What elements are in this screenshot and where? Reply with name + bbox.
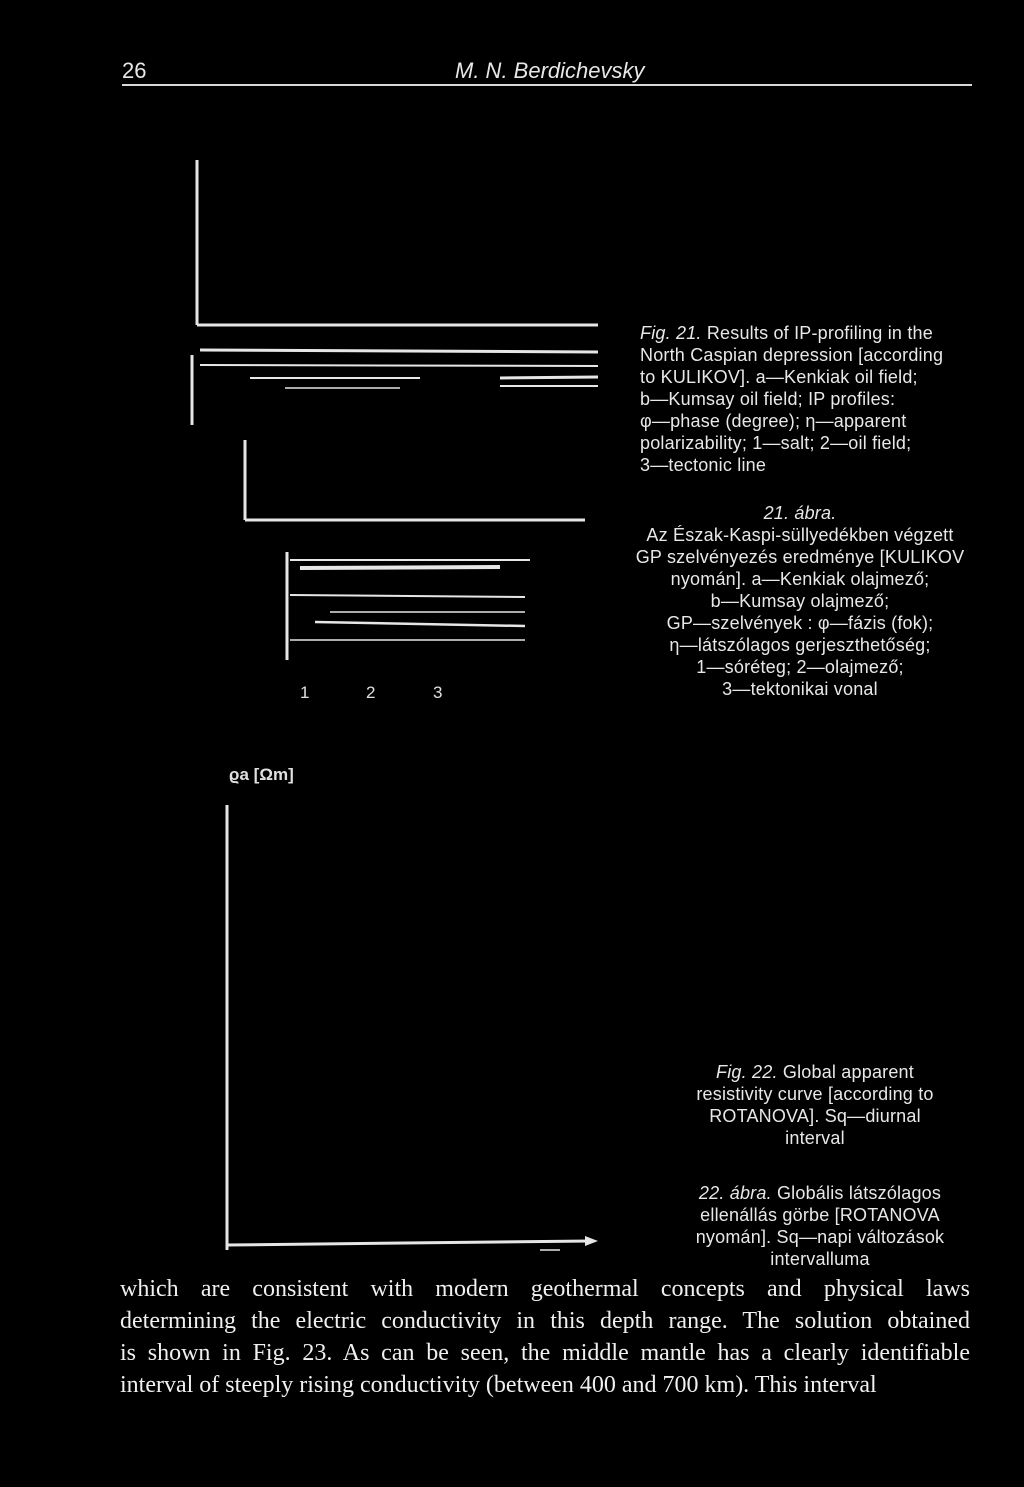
body-line: determining the electric conductivity in this depth range. The solution obtained (120, 1308, 970, 1334)
caption-line: nyomán]. Sq—napi változások (695, 1227, 945, 1247)
page-number: 26 (122, 58, 147, 83)
fig22-x-axis (227, 1241, 590, 1245)
body-line: is shown in Fig. 23. As can be seen, the middle mantle has a clearly identifiable (120, 1340, 970, 1366)
caption-line: interval (785, 1128, 845, 1148)
fig22-caption-en-prefix: Fig. 22. (716, 1062, 778, 1082)
caption-line: GP szelvényezés eredménye [KULIKOV (635, 547, 965, 567)
caption-line: 3—tektonikai vonal (722, 679, 878, 699)
caption-line: η—látszólagos gerjeszthetőség; (669, 635, 931, 655)
caption-line: to KULIKOV]. a—Kenkiak oil field; (640, 367, 918, 387)
caption-line: resistivity curve [according to (696, 1084, 934, 1104)
fig22-x-axis-arrow (585, 1236, 598, 1246)
caption-line: Az Észak-Kaspi-süllyedékben végzett (646, 525, 954, 545)
fig22-caption-hu-prefix: 22. ábra. (698, 1183, 772, 1203)
caption-line: b—Kumsay olajmező; (710, 591, 890, 611)
caption-line: polarizability; 1—salt; 2—oil field; (640, 433, 912, 453)
caption-line: 3—tectonic line (640, 455, 767, 475)
caption-line: North Caspian depression [according (640, 345, 944, 365)
caption-line: b—Kumsay oil field; IP profiles: (640, 389, 896, 409)
fig21-caption-en-prefix: Fig. 21. (640, 323, 702, 343)
caption-line: Global apparent (782, 1062, 914, 1082)
fig22-caption-hu (660, 1182, 980, 1270)
fig21-caption-hu-prefix: 21. ábra. (763, 503, 837, 523)
fig21-profile-a1 (200, 350, 598, 352)
caption-line: φ—phase (degree); η—apparent (640, 411, 907, 431)
fig21-panel-label-2: 2 (366, 683, 376, 702)
fig21-caption-en (640, 322, 980, 476)
caption-line: GP—szelvények : φ—fázis (fok); (666, 613, 934, 633)
fig22-caption-en (665, 1061, 965, 1149)
fig21-caption-hu (620, 502, 980, 700)
caption-line: nyomán]. a—Kenkiak olajmező; (670, 569, 930, 589)
fig21-profile-b3 (290, 595, 525, 597)
fig21-panel-label-3: 3 (433, 683, 443, 702)
caption-line: ROTANOVA]. Sq—diurnal (709, 1106, 921, 1126)
body-line: which are consistent with modern geothermal concepts and physical laws (120, 1276, 970, 1302)
caption-line: Globális látszólagos (776, 1183, 942, 1203)
fig21-profile-a4 (500, 377, 598, 378)
caption-line: Results of IP-profiling in the (706, 323, 933, 343)
fig21-profile-b2 (300, 567, 500, 568)
fig21-panel-label-1: 1 (300, 683, 310, 702)
fig21-profile-a2 (200, 365, 598, 366)
caption-line: intervalluma (770, 1249, 870, 1269)
caption-line: 1—sóréteg; 2—olajmező; (696, 657, 904, 677)
caption-line: ellenállás görbe [ROTANOVA (700, 1205, 940, 1225)
body-paragraph (120, 1273, 970, 1401)
body-line: interval of steeply rising conductivity (between 400 and 700 km). This interval (120, 1372, 877, 1398)
fig21-profile-b5 (315, 622, 525, 626)
running-head-author: M. N. Berdichevsky (455, 58, 645, 83)
fig22-y-axis-label: ϱa [Ωm] (229, 765, 294, 784)
